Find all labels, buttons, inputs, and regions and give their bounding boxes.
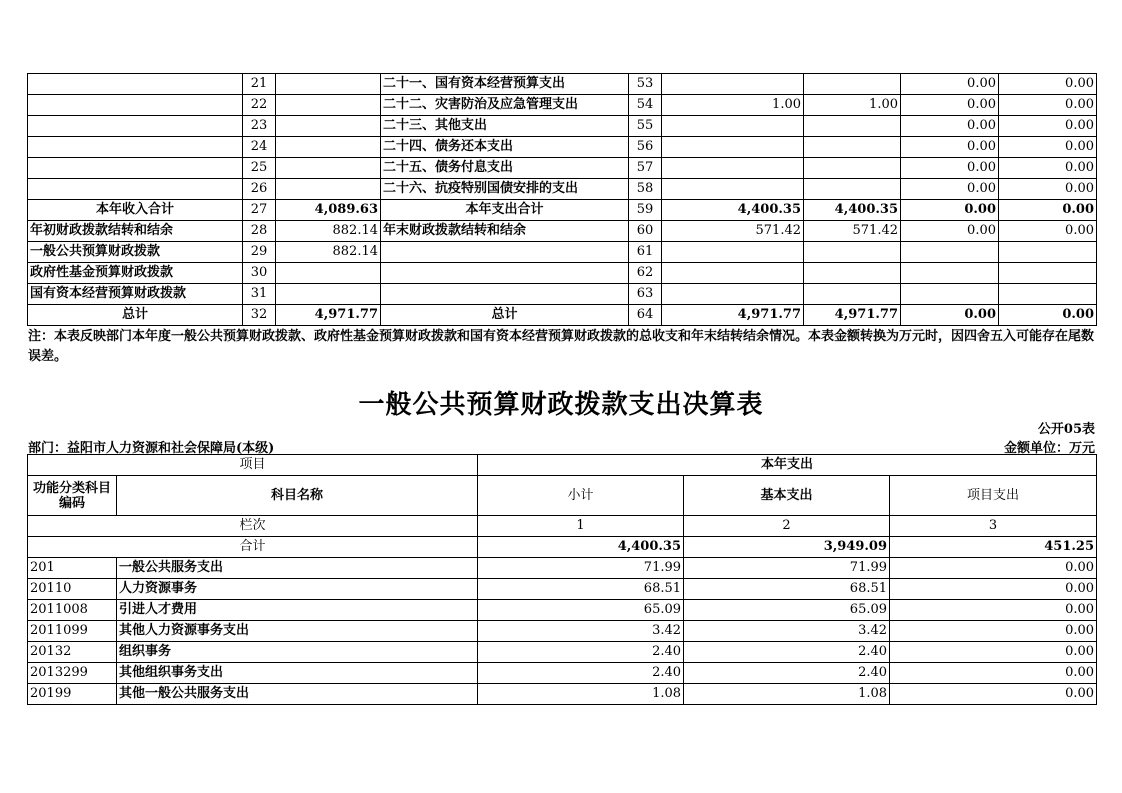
amount-cell: 71.99	[478, 558, 684, 579]
table-row	[28, 621, 1097, 642]
table-cell: 23	[243, 116, 276, 137]
subject-name: 其他人力资源事务支出	[117, 621, 478, 642]
table-cell: 0.00	[901, 74, 999, 95]
table-cell: 882.14	[276, 242, 381, 263]
table-cell	[804, 242, 901, 263]
table-cell: 总计	[28, 305, 243, 326]
subject-name: 一般公共服务支出	[117, 558, 478, 579]
table-row	[28, 242, 1097, 263]
table-cell: 0.00	[901, 221, 999, 242]
table-row	[28, 600, 1097, 621]
column-index-2: 2	[684, 516, 890, 537]
table-cell: 1.00	[662, 95, 804, 116]
table-cell	[662, 263, 804, 284]
table-row	[28, 95, 1097, 116]
table-row	[28, 663, 1097, 684]
table-cell	[999, 263, 1097, 284]
table-cell: 二十六、抗疫特别国债安排的支出	[381, 179, 629, 200]
table-row	[28, 116, 1097, 137]
column-index-label: 栏次	[28, 516, 478, 537]
table-cell: 4,971.77	[662, 305, 804, 326]
table-cell	[804, 74, 901, 95]
subject-name: 引进人才费用	[117, 600, 478, 621]
total-subtotal: 4,400.35	[478, 537, 684, 558]
table-cell: 国有资本经营预算财政拨款	[28, 284, 243, 305]
table-cell	[804, 179, 901, 200]
table-row	[28, 684, 1097, 705]
table-cell	[381, 242, 629, 263]
table-cell	[276, 74, 381, 95]
revenue-expense-table	[27, 73, 1097, 326]
table-cell	[276, 116, 381, 137]
table-cell: 0.00	[901, 116, 999, 137]
table-row	[28, 221, 1097, 242]
table-cell	[804, 137, 901, 158]
table-cell: 4,089.63	[276, 200, 381, 221]
amount-cell: 0.00	[890, 642, 1097, 663]
subject-name: 组织事务	[117, 642, 478, 663]
table-cell: 本年支出合计	[381, 200, 629, 221]
amount-cell: 2.40	[684, 642, 890, 663]
table-cell: 30	[243, 263, 276, 284]
amount-cell: 68.51	[478, 579, 684, 600]
table-cell: 28	[243, 221, 276, 242]
amount-unit-label: 金额单位：万元	[1003, 441, 1095, 456]
table-cell: 0.00	[901, 158, 999, 179]
table-cell: 0.00	[999, 95, 1097, 116]
amount-cell: 0.00	[890, 558, 1097, 579]
table-cell: 54	[629, 95, 662, 116]
table-cell: 29	[243, 242, 276, 263]
subject-code: 2013299	[28, 663, 117, 684]
table-cell: 27	[243, 200, 276, 221]
table-row	[28, 642, 1097, 663]
table-cell: 年末财政拨款结转和结余	[381, 221, 629, 242]
table-row	[28, 305, 1097, 326]
table-row	[28, 179, 1097, 200]
table-row	[28, 263, 1097, 284]
expense-body	[28, 558, 1097, 705]
table-cell: 二十四、债务还本支出	[381, 137, 629, 158]
table-cell: 53	[629, 74, 662, 95]
subject-code: 20110	[28, 579, 117, 600]
total-row	[28, 537, 1097, 558]
table-cell: 0.00	[999, 305, 1097, 326]
form-number: 公开05表	[1037, 422, 1095, 437]
table-cell: 年初财政拨款结转和结余	[28, 221, 243, 242]
table-cell: 26	[243, 179, 276, 200]
table-cell: 4,400.35	[662, 200, 804, 221]
amount-cell: 65.09	[684, 600, 890, 621]
table-cell: 二十三、其他支出	[381, 116, 629, 137]
table-cell	[662, 74, 804, 95]
table-cell: 21	[243, 74, 276, 95]
header-row-1	[28, 455, 1097, 476]
amount-cell: 0.00	[890, 663, 1097, 684]
table-row	[28, 558, 1097, 579]
table-cell	[662, 116, 804, 137]
table-cell: 政府性基金预算财政拨款	[28, 263, 243, 284]
table-cell	[804, 263, 901, 284]
amount-cell: 2.40	[478, 663, 684, 684]
amount-cell: 3.42	[478, 621, 684, 642]
total-project: 451.25	[890, 537, 1097, 558]
table-row	[28, 137, 1097, 158]
table-cell	[276, 95, 381, 116]
total-basic: 3,949.09	[684, 537, 890, 558]
table-cell: 4,400.35	[804, 200, 901, 221]
table-cell: 0.00	[901, 137, 999, 158]
page-title: 一般公共预算财政拨款支出决算表	[358, 390, 764, 420]
table-cell: 0.00	[999, 74, 1097, 95]
table-note: 注：本表反映部门本年度一般公共预算财政拨款、政府性基金预算财政拨款和国有资本经营预算财政拨款的总收支和年末结转结余情况。本表金额转换为万元时，因四舍五入可能存在尾数误差。	[28, 329, 1095, 364]
amount-cell: 3.42	[684, 621, 890, 642]
table-cell	[999, 284, 1097, 305]
table-cell: 22	[243, 95, 276, 116]
table-cell: 61	[629, 242, 662, 263]
table-cell	[662, 137, 804, 158]
table-cell: 0.00	[999, 116, 1097, 137]
table-cell	[662, 284, 804, 305]
table-cell: 60	[629, 221, 662, 242]
table-cell	[276, 179, 381, 200]
table-cell	[276, 158, 381, 179]
table-cell: 63	[629, 284, 662, 305]
amount-cell: 68.51	[684, 579, 890, 600]
subject-code: 2011099	[28, 621, 117, 642]
header-row-2	[28, 476, 1097, 516]
table-cell: 0.00	[901, 200, 999, 221]
table-cell: 882.14	[276, 221, 381, 242]
header-project-expense: 项目支出	[890, 476, 1097, 516]
amount-cell: 71.99	[684, 558, 890, 579]
amount-cell: 0.00	[890, 621, 1097, 642]
amount-cell: 0.00	[890, 684, 1097, 705]
table-cell: 25	[243, 158, 276, 179]
amount-cell: 65.09	[478, 600, 684, 621]
table-cell: 32	[243, 305, 276, 326]
table-cell: 0.00	[901, 95, 999, 116]
table-row	[28, 74, 1097, 95]
table-cell	[804, 284, 901, 305]
table-cell	[381, 284, 629, 305]
table-cell	[804, 158, 901, 179]
table-cell: 4,971.77	[276, 305, 381, 326]
column-index-3: 3	[890, 516, 1097, 537]
table-cell: 31	[243, 284, 276, 305]
header-year-expense: 本年支出	[478, 455, 1097, 476]
expense-table	[27, 454, 1097, 705]
revenue-expense-body	[28, 74, 1097, 326]
table-cell: 二十五、债务付息支出	[381, 158, 629, 179]
table-cell: 二十二、灾害防治及应急管理支出	[381, 95, 629, 116]
table-cell	[276, 263, 381, 284]
table-cell: 本年收入合计	[28, 200, 243, 221]
table-cell	[804, 116, 901, 137]
table-cell	[662, 179, 804, 200]
table-cell: 55	[629, 116, 662, 137]
table-cell: 58	[629, 179, 662, 200]
table-cell: 571.42	[804, 221, 901, 242]
table-cell: 56	[629, 137, 662, 158]
table-cell: 57	[629, 158, 662, 179]
table-cell	[28, 95, 243, 116]
table-cell: 1.00	[804, 95, 901, 116]
amount-cell: 2.40	[684, 663, 890, 684]
table-cell	[28, 179, 243, 200]
subject-code: 20199	[28, 684, 117, 705]
table-cell: 64	[629, 305, 662, 326]
subject-name: 人力资源事务	[117, 579, 478, 600]
table-cell: 一般公共预算财政拨款	[28, 242, 243, 263]
table-row	[28, 200, 1097, 221]
column-index-row	[28, 516, 1097, 537]
column-index-1: 1	[478, 516, 684, 537]
amount-cell: 0.00	[890, 579, 1097, 600]
table-cell: 0.00	[999, 137, 1097, 158]
amount-cell: 0.00	[890, 600, 1097, 621]
total-label: 合计	[28, 537, 478, 558]
table-cell	[28, 116, 243, 137]
amount-cell: 2.40	[478, 642, 684, 663]
table-cell: 59	[629, 200, 662, 221]
table-cell	[901, 263, 999, 284]
subject-name: 其他组织事务支出	[117, 663, 478, 684]
table-cell	[28, 137, 243, 158]
header-code: 功能分类科目编码	[28, 476, 117, 516]
table-cell: 0.00	[999, 158, 1097, 179]
amount-cell: 1.08	[684, 684, 890, 705]
table-cell	[28, 158, 243, 179]
table-cell: 62	[629, 263, 662, 284]
table-cell	[381, 263, 629, 284]
subject-code: 20132	[28, 642, 117, 663]
amount-cell: 1.08	[478, 684, 684, 705]
table-cell	[28, 74, 243, 95]
header-basic: 基本支出	[684, 476, 890, 516]
table-cell: 4,971.77	[804, 305, 901, 326]
subject-code: 2011008	[28, 600, 117, 621]
table-cell	[999, 242, 1097, 263]
header-project: 项目	[28, 455, 478, 476]
table-cell	[276, 284, 381, 305]
table-cell: 0.00	[901, 179, 999, 200]
table-row	[28, 158, 1097, 179]
department-label: 部门：益阳市人力资源和社会保障局(本级)	[28, 441, 275, 456]
table-cell	[901, 242, 999, 263]
table-cell: 总计	[381, 305, 629, 326]
table-cell: 0.00	[999, 179, 1097, 200]
header-name: 科目名称	[117, 476, 478, 516]
table-row	[28, 579, 1097, 600]
table-cell	[276, 137, 381, 158]
subject-name: 其他一般公共服务支出	[117, 684, 478, 705]
table-cell: 0.00	[901, 305, 999, 326]
table-cell: 571.42	[662, 221, 804, 242]
table-cell	[662, 158, 804, 179]
table-cell: 0.00	[999, 221, 1097, 242]
table-cell	[662, 242, 804, 263]
header-subtotal: 小计	[478, 476, 684, 516]
table-cell	[901, 284, 999, 305]
table-row	[28, 284, 1097, 305]
table-cell: 24	[243, 137, 276, 158]
table-cell: 0.00	[999, 200, 1097, 221]
table-cell: 二十一、国有资本经营预算支出	[381, 74, 629, 95]
subject-code: 201	[28, 558, 117, 579]
